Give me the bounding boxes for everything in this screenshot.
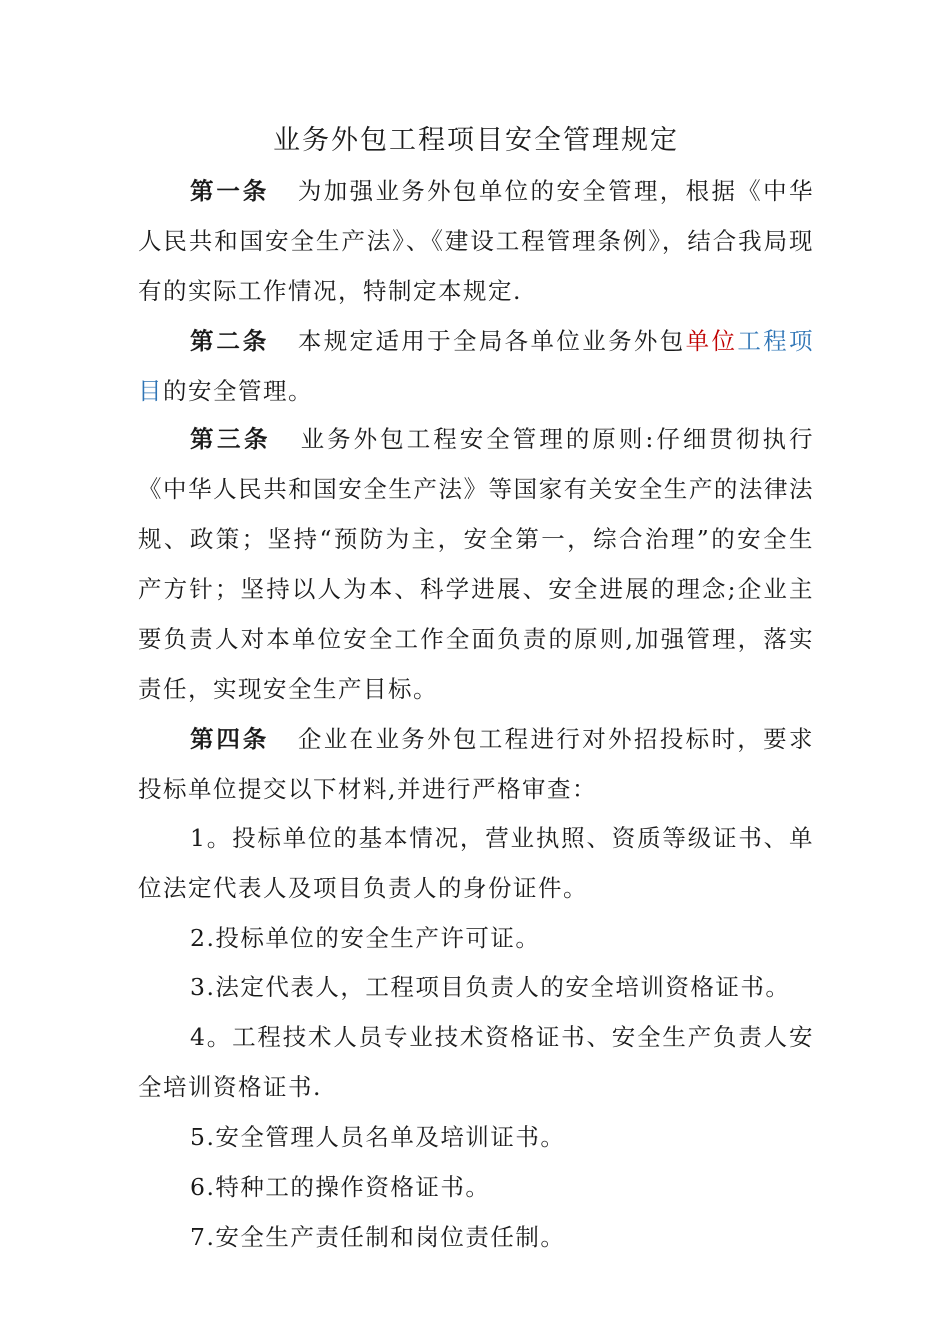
article-2-highlight-red: 单位 <box>685 327 738 355</box>
list-item: 5.安全管理人员名单及培训证书。 <box>190 1123 566 1151</box>
article-2 <box>138 316 814 416</box>
article-2-highlight-blue: 工程项目 <box>138 327 815 405</box>
article-4-label: 第四条 <box>190 725 270 753</box>
article-1 <box>138 166 814 316</box>
list-item: 3.法定代表人，工程项目负责人的安全培训资格证书。 <box>190 973 791 1001</box>
article-2-text-after: 的安全管理。 <box>163 377 313 405</box>
article-2-label: 第二条 <box>190 327 270 355</box>
article-1-text: 为加强业务外包单位的安全管理，根据《中华人民共和国安全生产法》、《建设工程管理条例》，结合我局现有的实际工作情况，特制定本规定. <box>138 177 815 305</box>
article-3-text: 业务外包工程安全管理的原则:仔细贯彻执行《中华人民共和国安全生产法》等国家有关安全生产的法律法规、政策；坚持“预防为主，安全第一，综合治理”的安全生产方针；坚持以人为本、科学进展、安全进展的理念;企业主要负责人对本单位安全工作全面负责的原则,加强管理，落实责任，实现安全生产目标。 <box>138 425 814 703</box>
article-2-text-before: 本规定适用于全局各单位业务外包 <box>297 327 686 355</box>
article-3-label: 第三条 <box>190 425 272 453</box>
list-item: 7.安全生产责任制和岗位责任制。 <box>190 1223 566 1251</box>
list-item: 6.特种工的操作资格证书。 <box>190 1173 491 1201</box>
article-4 <box>138 714 814 814</box>
list-item: 4。工程技术人员专业技术资格证书、安全生产负责人安全培训资格证书. <box>138 1023 814 1101</box>
list-item: 2.投标单位的安全生产许可证。 <box>190 924 541 952</box>
list-item: 1。投标单位的基本情况，营业执照、资质等级证书、单位法定代表人及项目负责人的身份证件。 <box>138 824 814 902</box>
article-1-label: 第一条 <box>190 177 270 205</box>
article-4-text: 企业在业务外包工程进行对外招投标时，要求投标单位提交以下材料,并进行严格审查： <box>138 725 815 803</box>
document-title: 业务外包工程项目安全管理规定 <box>273 125 679 156</box>
article-3 <box>138 414 814 714</box>
